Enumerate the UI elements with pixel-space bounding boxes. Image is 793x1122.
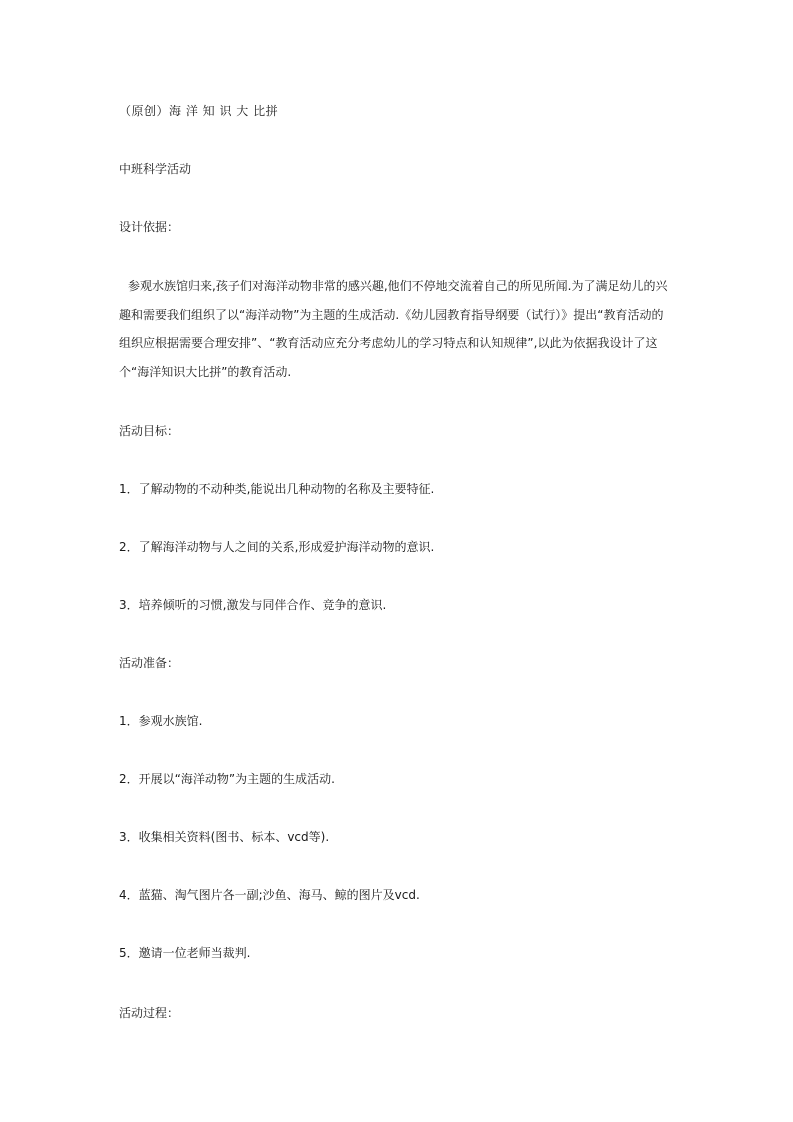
goal-item: 3．培养倾听的习惯,激发与同伴合作、竞争的意识. bbox=[119, 598, 387, 612]
document-subtitle: 中班科学活动 bbox=[119, 162, 192, 176]
prep-heading: 活动准备： bbox=[119, 656, 180, 670]
process-heading: 活动过程： bbox=[119, 1006, 180, 1020]
prep-item: 2．开展以“海洋动物”为主题的生成活动. bbox=[119, 772, 335, 786]
design-basis-paragraph: 参观水族馆归来,孩子们对海洋动物非常的感兴趣,他们不停地交流着自己的所见所闻.为了满足幼儿的兴趣和需要我们组织了以“海洋动物”为主题的生成活动.《幼儿园教育指导纲要（试行）》提出“教育活动的组织应根据需要合理安排”、“教育活动应充分考虑幼儿的学习特点和认知规律”,以此为依据我设计了这个“海洋知识大比拼”的教育活动. bbox=[119, 279, 668, 379]
goal-item: 2．了解海洋动物与人之间的关系,形成爱护海洋动物的意识. bbox=[119, 540, 435, 554]
prep-item: 3．收集相关资料(图书、标本、vcd等). bbox=[119, 830, 330, 844]
goals-heading: 活动目标： bbox=[119, 424, 180, 438]
goal-item: 1．了解动物的不动种类,能说出几种动物的名称及主要特征. bbox=[119, 482, 435, 496]
design-basis-heading: 设计依据： bbox=[119, 220, 180, 234]
prep-item: 5．邀请一位老师当裁判. bbox=[119, 946, 251, 960]
prep-item: 4．蓝猫、淘气图片各一副;沙鱼、海马、鲸的图片及vcd. bbox=[119, 888, 420, 902]
prep-item: 1．参观水族馆. bbox=[119, 714, 203, 728]
document-title: （原创）海 洋 知 识 大 比拼 bbox=[119, 104, 279, 118]
